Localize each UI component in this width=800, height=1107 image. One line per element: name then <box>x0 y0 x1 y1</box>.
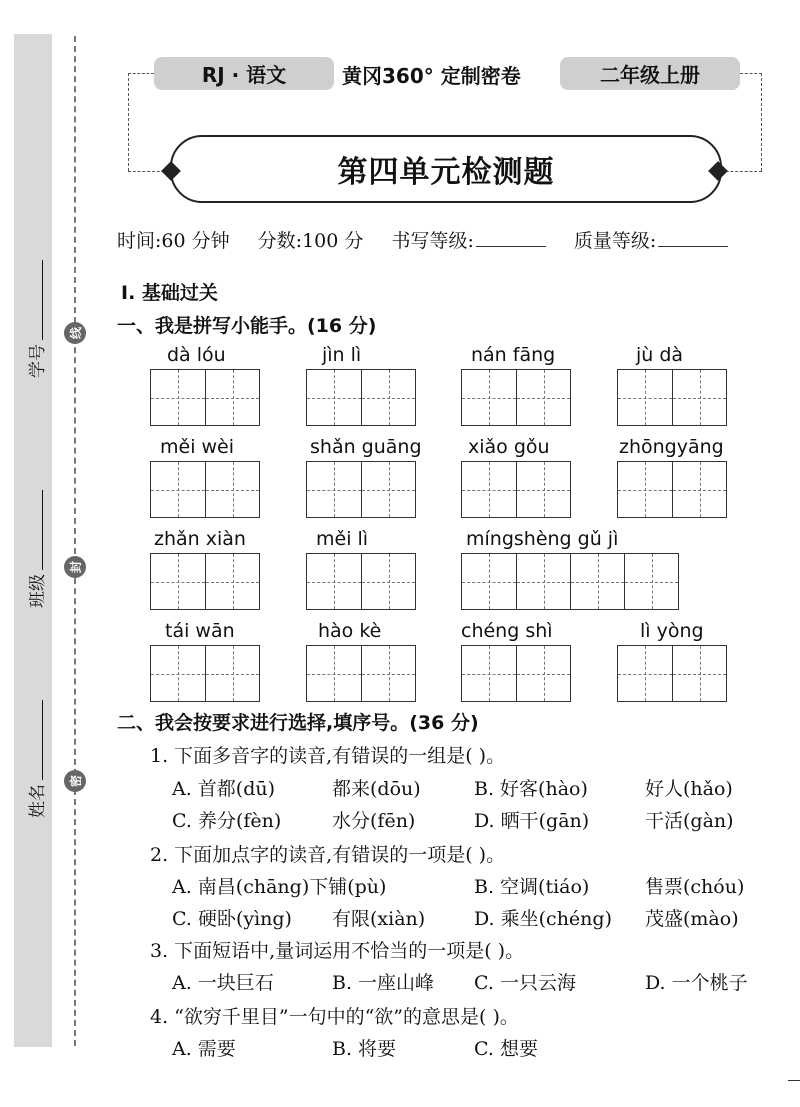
pinyin-label: lì yòng <box>640 620 704 642</box>
student-id-label: 学号 <box>28 344 48 378</box>
writing-grid[interactable] <box>617 645 727 702</box>
q1-option-b[interactable]: B. 好客(hào) <box>474 778 588 800</box>
q3-stem: 3. 下面短语中,量词运用不恰当的一项是( )。 <box>150 940 525 962</box>
brand-title: 黄冈360° 定制密卷 <box>342 64 521 88</box>
question-2-title: 二、我会按要求进行选择,填序号。(36 分) <box>117 712 479 734</box>
q2-stem: 2. 下面加点字的读音,有错误的一项是( )。 <box>150 844 506 866</box>
pinyin-label: nán fāng <box>471 344 556 366</box>
writing-grid[interactable] <box>150 461 260 518</box>
writing-grid[interactable] <box>306 369 416 426</box>
pinyin-label: jù dà <box>636 344 684 366</box>
pinyin-label: měi lì <box>316 528 369 550</box>
q1-option-b2: 好人(hǎo) <box>645 778 733 800</box>
pinyin-label: jìn lì <box>322 344 362 366</box>
pinyin-label: chéng shì <box>461 620 553 642</box>
writing-grid[interactable] <box>461 645 571 702</box>
section-title: Ⅰ. 基础过关 <box>121 282 218 304</box>
q2-option-b2: 售票(chóu) <box>645 876 745 898</box>
writing-grid[interactable] <box>617 369 727 426</box>
score-info: 分数:100 分 <box>257 230 364 252</box>
writing-grid[interactable] <box>306 645 416 702</box>
writing-grid[interactable] <box>461 369 571 426</box>
writing-grade-label: 书写等级: <box>391 230 474 252</box>
class-field[interactable] <box>23 490 48 608</box>
q3-option-d[interactable]: D. 一个桃子 <box>645 972 748 994</box>
pinyin-label: tái wān <box>165 620 235 642</box>
q3-option-a[interactable]: A. 一块巨石 <box>172 972 274 994</box>
writing-grid[interactable] <box>617 461 727 518</box>
q3-option-b[interactable]: B. 一座山峰 <box>332 972 435 994</box>
q1-option-d[interactable]: D. 晒干(gān) <box>474 810 590 832</box>
question-1-title: 一、我是拼写小能手。(16 分) <box>117 315 377 337</box>
q2-option-b[interactable]: B. 空调(tiáo) <box>474 876 590 898</box>
subject-tag: RJ · 语文 <box>154 57 334 90</box>
q4-stem: 4. “欲穷千里目”一句中的“欲”的意思是( )。 <box>150 1006 519 1028</box>
page-title: 第四单元检测题 <box>170 135 722 203</box>
q2-option-a[interactable]: A. 南昌(chāng)下铺(pù) <box>172 876 387 898</box>
q1-option-c[interactable]: C. 养分(fèn) <box>172 810 282 832</box>
writing-grid[interactable] <box>306 461 416 518</box>
grade-tag: 二年级上册 <box>560 57 740 90</box>
writing-grid[interactable] <box>150 553 260 610</box>
seal-secret-badge: 密 <box>64 770 86 792</box>
time-info: 时间:60 分钟 <box>117 230 230 252</box>
pinyin-label: xiǎo gǒu <box>468 436 550 458</box>
class-label: 班级 <box>28 574 48 608</box>
pinyin-label: míngshèng gǔ jì <box>466 528 619 550</box>
q1-stem: 1. 下面多音字的读音,有错误的一组是( )。 <box>150 745 506 767</box>
quality-grade-blank[interactable] <box>658 230 728 247</box>
name-label: 姓名 <box>28 784 48 818</box>
q2-option-c[interactable]: C. 硬卧(yìng) <box>172 908 292 930</box>
writing-grid[interactable] <box>461 553 679 610</box>
q2-option-c2: 有限(xiàn) <box>332 908 426 930</box>
q1-option-c2: 水分(fēn) <box>332 810 416 832</box>
name-field[interactable] <box>23 700 48 818</box>
seal-seal-badge: 封 <box>64 556 86 578</box>
pinyin-label: shǎn guāng <box>310 436 422 458</box>
q1-option-a[interactable]: A. 首都(dū) <box>172 778 276 800</box>
q1-option-a2: 都来(dōu) <box>332 778 421 800</box>
q2-option-d2: 茂盛(mào) <box>645 908 739 930</box>
pinyin-label: zhōngyāng <box>619 436 724 458</box>
q4-option-b[interactable]: B. 将要 <box>332 1038 397 1060</box>
writing-grid[interactable] <box>150 369 260 426</box>
q3-option-c[interactable]: C. 一只云海 <box>474 972 576 994</box>
q4-option-c[interactable]: C. 想要 <box>474 1038 538 1060</box>
student-id-field[interactable] <box>23 260 48 378</box>
quality-grade-label: 质量等级: <box>573 230 657 252</box>
cut-line <box>74 36 76 1046</box>
q4-option-a[interactable]: A. 需要 <box>172 1038 236 1060</box>
pinyin-label: hào kè <box>318 620 382 642</box>
page-corner-mark <box>788 1080 800 1081</box>
pinyin-label: dà lóu <box>167 344 226 366</box>
q1-option-d2: 干活(gàn) <box>645 810 734 832</box>
pinyin-label: měi wèi <box>160 436 235 458</box>
pinyin-label: zhǎn xiàn <box>154 528 246 550</box>
seal-line-badge: 线 <box>64 322 86 344</box>
writing-grid[interactable] <box>150 645 260 702</box>
q2-option-d[interactable]: D. 乘坐(chéng) <box>474 908 612 930</box>
exam-info <box>117 226 750 253</box>
writing-grid[interactable] <box>461 461 571 518</box>
writing-grid[interactable] <box>306 553 416 610</box>
writing-grade-blank[interactable] <box>476 230 546 247</box>
